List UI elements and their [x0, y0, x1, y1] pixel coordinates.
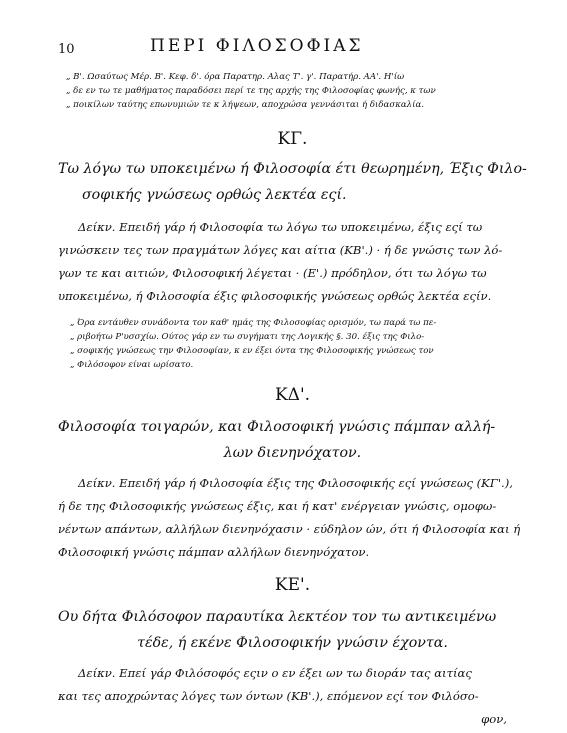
note-line: „ Β'. Ωσαύτως Μέρ. Β'. Κεφ. δ'. όρα Παρατηρ. Αλας Τ'. γ'. Παρατήρ. ΑΑ'. Η'ίω [66, 72, 405, 82]
note-line: „ σοφικής γνώσεως την Φιλοσοφίαν, κ εν έξει όντα της Φιλοσοφικής γνώσεως τον [70, 346, 434, 356]
footnote-top [58, 70, 527, 112]
demonstration-line: γων τε και αιτιών, Φιλοσοφική λέγεται · (Ε'.) πρόδηλον, ότι τω λόγω τω [58, 266, 487, 280]
demonstration-line: ή δε της Φιλοσοφικής γνώσεως έξις, και ή κατ' ενέργειαν γνώσις, ομοφω- [58, 499, 497, 513]
proposition [58, 604, 527, 656]
note-line: „ ριβοήτω Ρ'υσσχίω. Ούτος γάρ εν τω συγήματι της Λογικής §. 30. έξις της Φιλο- [70, 332, 425, 342]
demonstration-line: Φιλοσοφική γνώσις πάμπαν αλλήλων διενηνόχατον. [58, 545, 370, 559]
note-line: „ Όρα εντάυθεν συνάδοντα τον καθ' ημάς της Φιλοσοφίας ορισμόν, τω παρά τω πε- [70, 318, 437, 328]
proposition-line: τέδε, ή εκένε Φιλοσοφικήν γνώσιν έχοντα. [137, 635, 448, 651]
proposition-line: Ου δήτα Φιλόσοφον παραυτίκα λεκτέον τον τω αντικειμένω [58, 609, 497, 625]
section-kg [58, 128, 527, 372]
proposition [58, 414, 527, 466]
section-kd [58, 384, 527, 564]
page-number: 10 [58, 42, 75, 57]
section-number: ΚΓ. [277, 129, 308, 149]
footnote [58, 316, 527, 372]
demonstration-line: γινώσκειν τες των πραγμάτων λόγες και αίτια (ΚΒ'.) · ή δε γνώσις των λό- [58, 243, 503, 257]
section-number: ΚΔ'. [274, 385, 311, 405]
note-line: „ Φιλόσοφον είναι ωρίσατο. [70, 360, 194, 370]
note-line: „ δε εν τω τε μαθήματος παραδόσει περί τε της αρχής της Φιλοσοφίας φωνής, κ των [66, 86, 436, 96]
proposition-line: Φιλοσοφία τοιγαρών, και Φιλοσοφική γνώσις πάμπαν αλλή- [58, 419, 496, 435]
proposition [58, 156, 527, 208]
running-title: ΠΕΡΙ ΦΙΛΟΣΟΦΙΑΣ [150, 36, 364, 56]
demonstration [58, 662, 527, 731]
note-line: „ ποικίλων ταύτης επωνυμιών τε κ λήψεων, αποχρώσα γεννάσιται ή διδασκαλία. [66, 100, 425, 110]
section-number: ΚΕ'. [274, 575, 311, 595]
demonstration-line: Δείκν. Επειδή γάρ ή Φιλοσοφία έξις της Φιλοσοφικής εςί γνώσεως (ΚΓ'.), [78, 476, 513, 490]
demonstration-line: νέντων απάντων, αλλήλων διενηνόχασιν · εύδηλον ών, ότι ή Φιλοσοφία και ή [58, 522, 521, 536]
demonstration-line: Δείκν. Επεί γάρ Φιλόσοφός εςιν ο εν έξει ων τω διοράν τας αιτίας [78, 666, 472, 680]
proposition-line: Τω λόγω τω υποκειμένω ή Φιλοσοφία έτι θεωρημένη, Έξις Φιλο- [58, 161, 527, 177]
page-header [58, 36, 527, 64]
demonstration-line: και τες αποχρώντας λόγες των όντων (ΚΒ'.), επόμενον εςί τον Φιλόσο- [58, 689, 479, 703]
demonstration-line: Δείκν. Επειδή γάρ ή Φιλοσοφία τω λόγω τω υποκειμένω, έξις εςί τω [78, 220, 483, 234]
demonstration-line: φον, [481, 712, 507, 726]
proposition-line: σοφικής γνώσεως ορθώς λεκτέα εςί. [82, 187, 347, 203]
section-ke [58, 574, 527, 731]
proposition-line: λων διενηνόχατον. [223, 445, 362, 461]
demonstration [58, 216, 527, 308]
demonstration [58, 472, 527, 564]
demonstration-line: υποκειμένω, ή Φιλοσοφία έξις φιλοσοφικής γνώσεως ορθώς λεκτέα εςίν. [58, 289, 492, 303]
